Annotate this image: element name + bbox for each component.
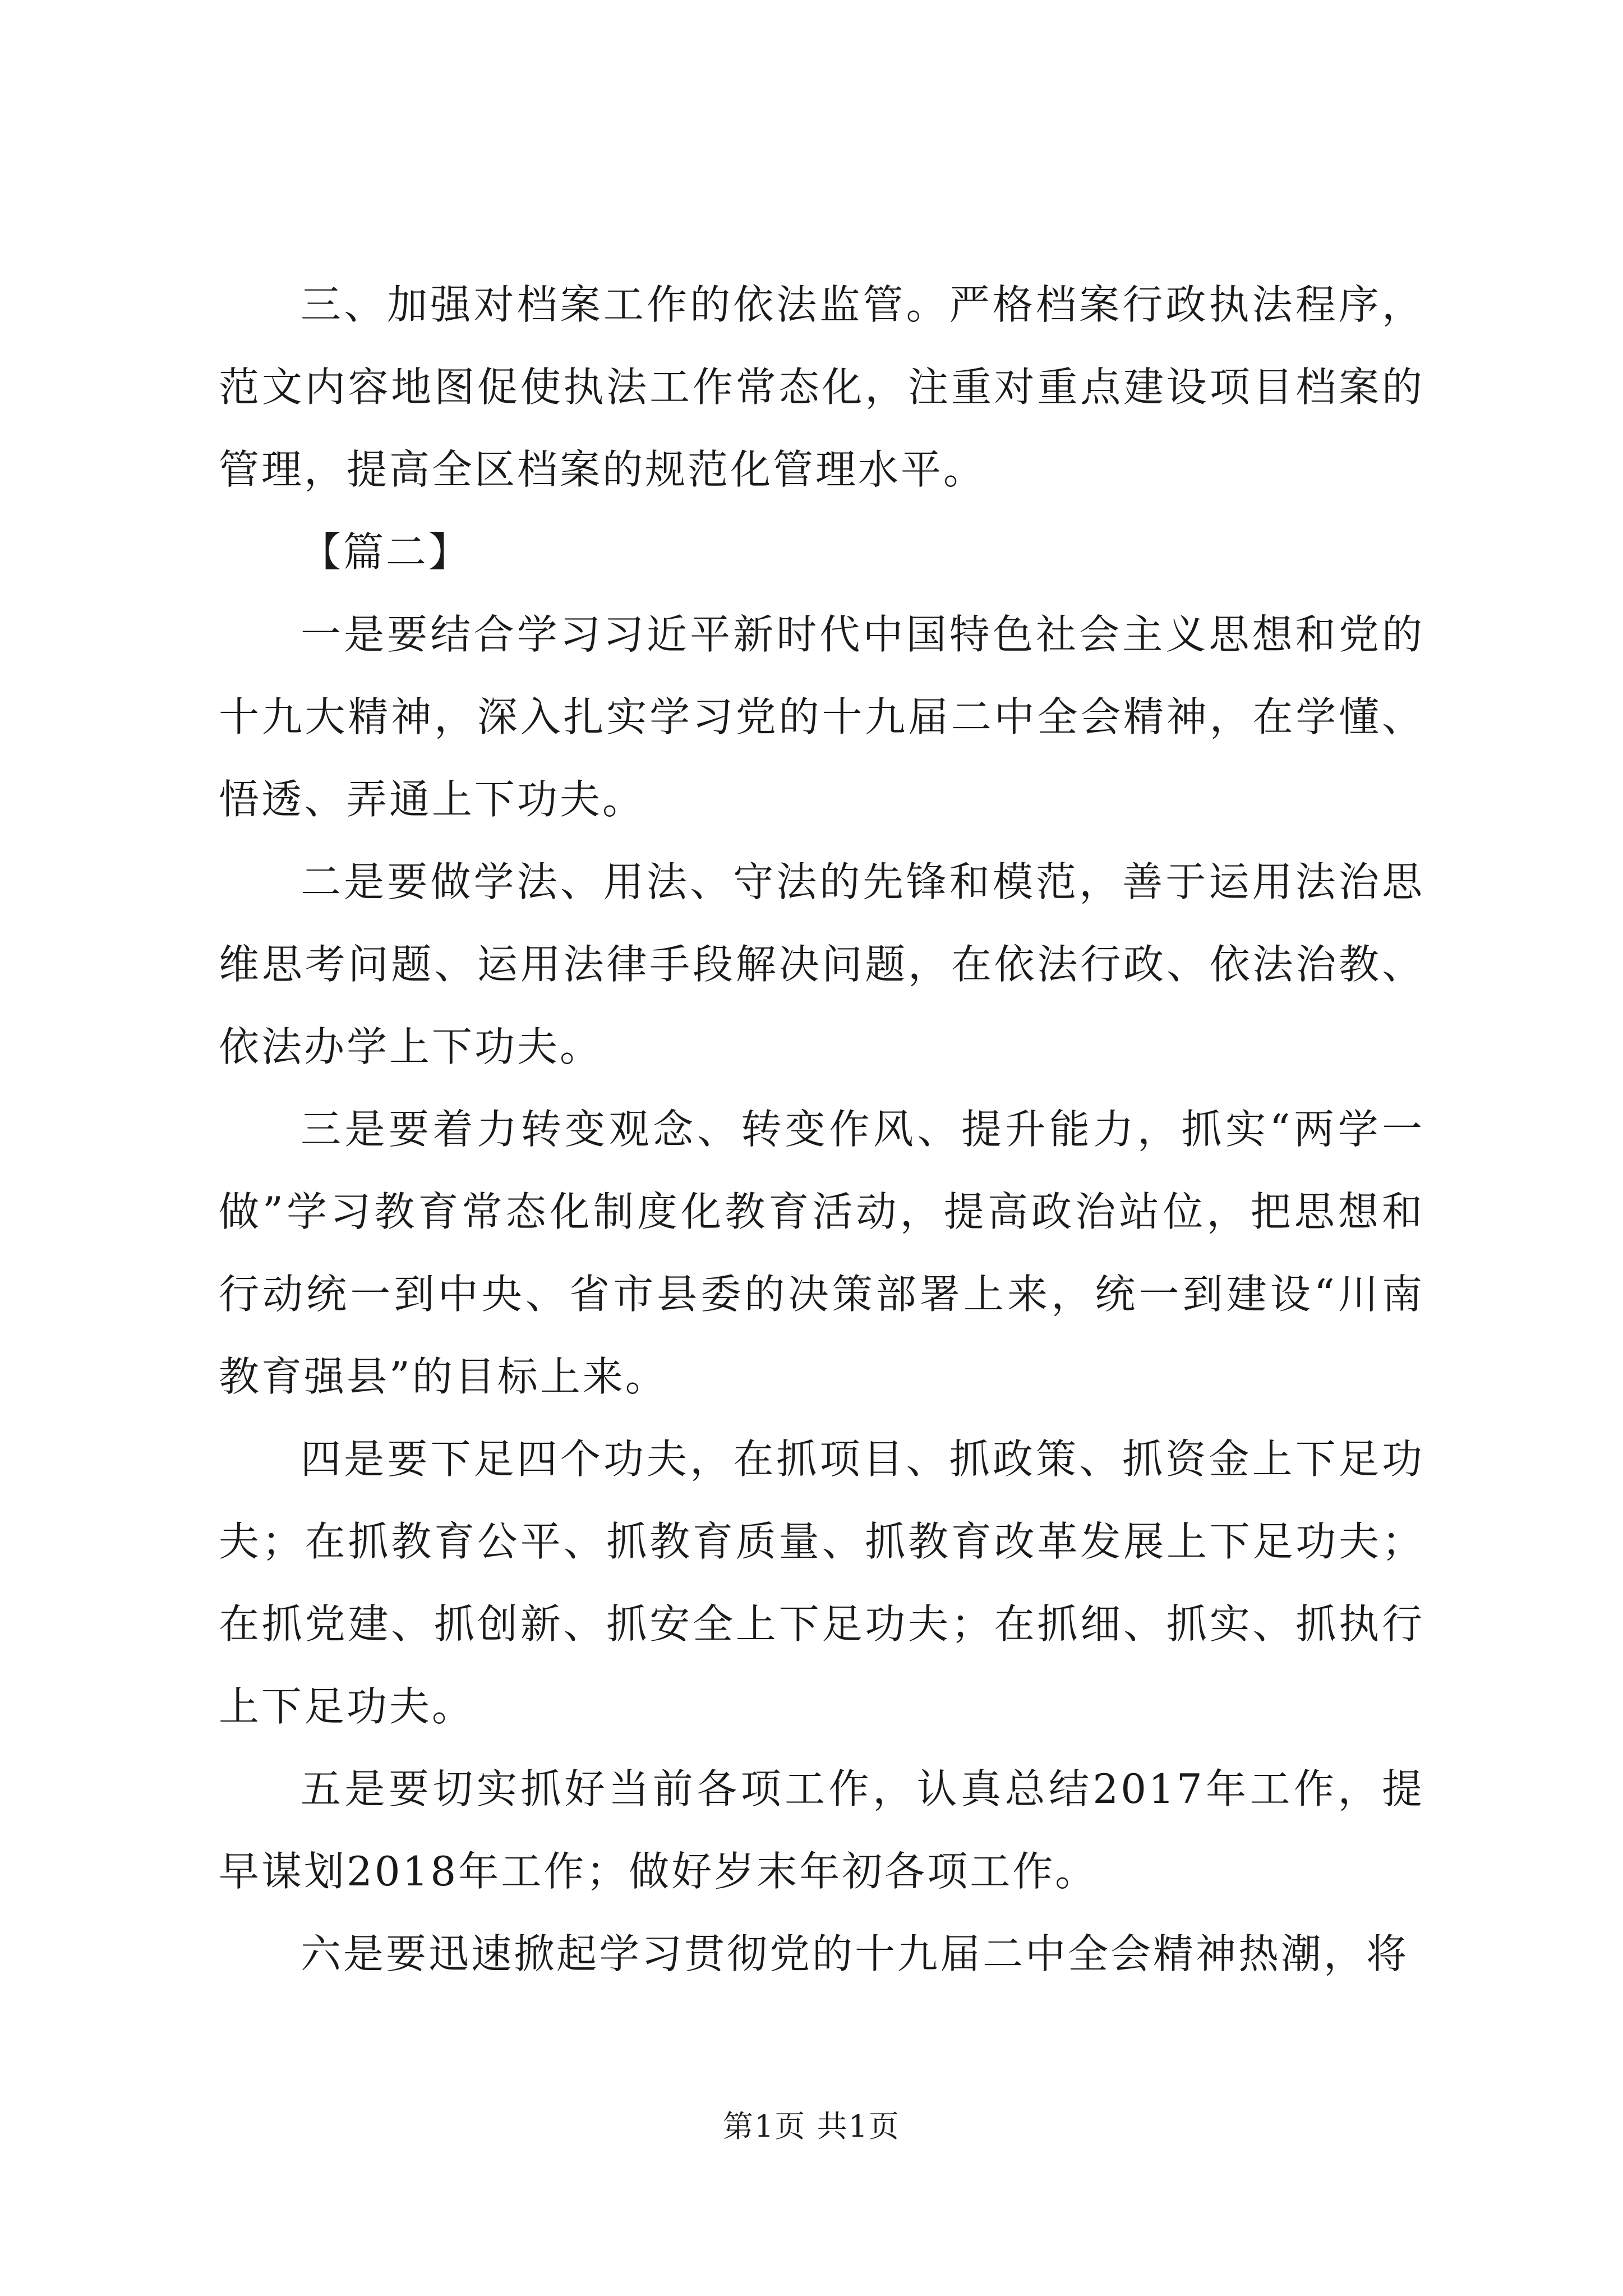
paragraph-point-two: 二是要做学法、用法、守法的先锋和模范，善于运用法治思维思考问题、运用法律手段解决问题，在依法行政、依法治教、依法办学上下功夫。	[219, 858, 1424, 1070]
document-body	[219, 264, 1424, 1995]
paragraph-point-one: 一是要结合学习习近平新时代中国特色社会主义思想和党的十九大精神，深入扎实学习党的十九届二中全会精神，在学懂、悟透、弄通上下功夫。	[219, 611, 1424, 823]
paragraph-point-four: 四是要下足四个功夫，在抓项目、抓政策、抓资金上下足功夫；在抓教育公平、抓教育质量、抓教育改革发展上下足功夫；在抓党建、抓创新、抓安全上下足功夫；在抓细、抓实、抓执行上下足功夫。	[219, 1435, 1424, 1730]
page-number-footer: 第1页 共1页	[723, 2109, 900, 2144]
section-heading-part-two: 【篇二】	[301, 528, 472, 576]
paragraph-point-six: 六是要迅速掀起学习贯彻党的十九届二中全会精神热潮，将	[301, 1930, 1409, 1977]
paragraph-point-three: 三是要着力转变观念、转变作风、提升能力，抓实“两学一做”学习教育常态化制度化教育活动，提高政治站位，把思想和行动统一到中央、省市县委的决策部署上来，统一到建设“川南教育强县”的目标上来。	[219, 1106, 1424, 1400]
paragraph-archive-supervision: 三、加强对档案工作的依法监管。严格档案行政执法程序，范文内容地图促使执法工作常态化，注重对重点建设项目档案的管理，提高全区档案的规范化管理水平。	[219, 281, 1424, 493]
paragraph-point-five: 五是要切实抓好当前各项工作，认真总结2017年工作，提早谋划2018年工作；做好岁末年初各项工作。	[219, 1765, 1424, 1895]
